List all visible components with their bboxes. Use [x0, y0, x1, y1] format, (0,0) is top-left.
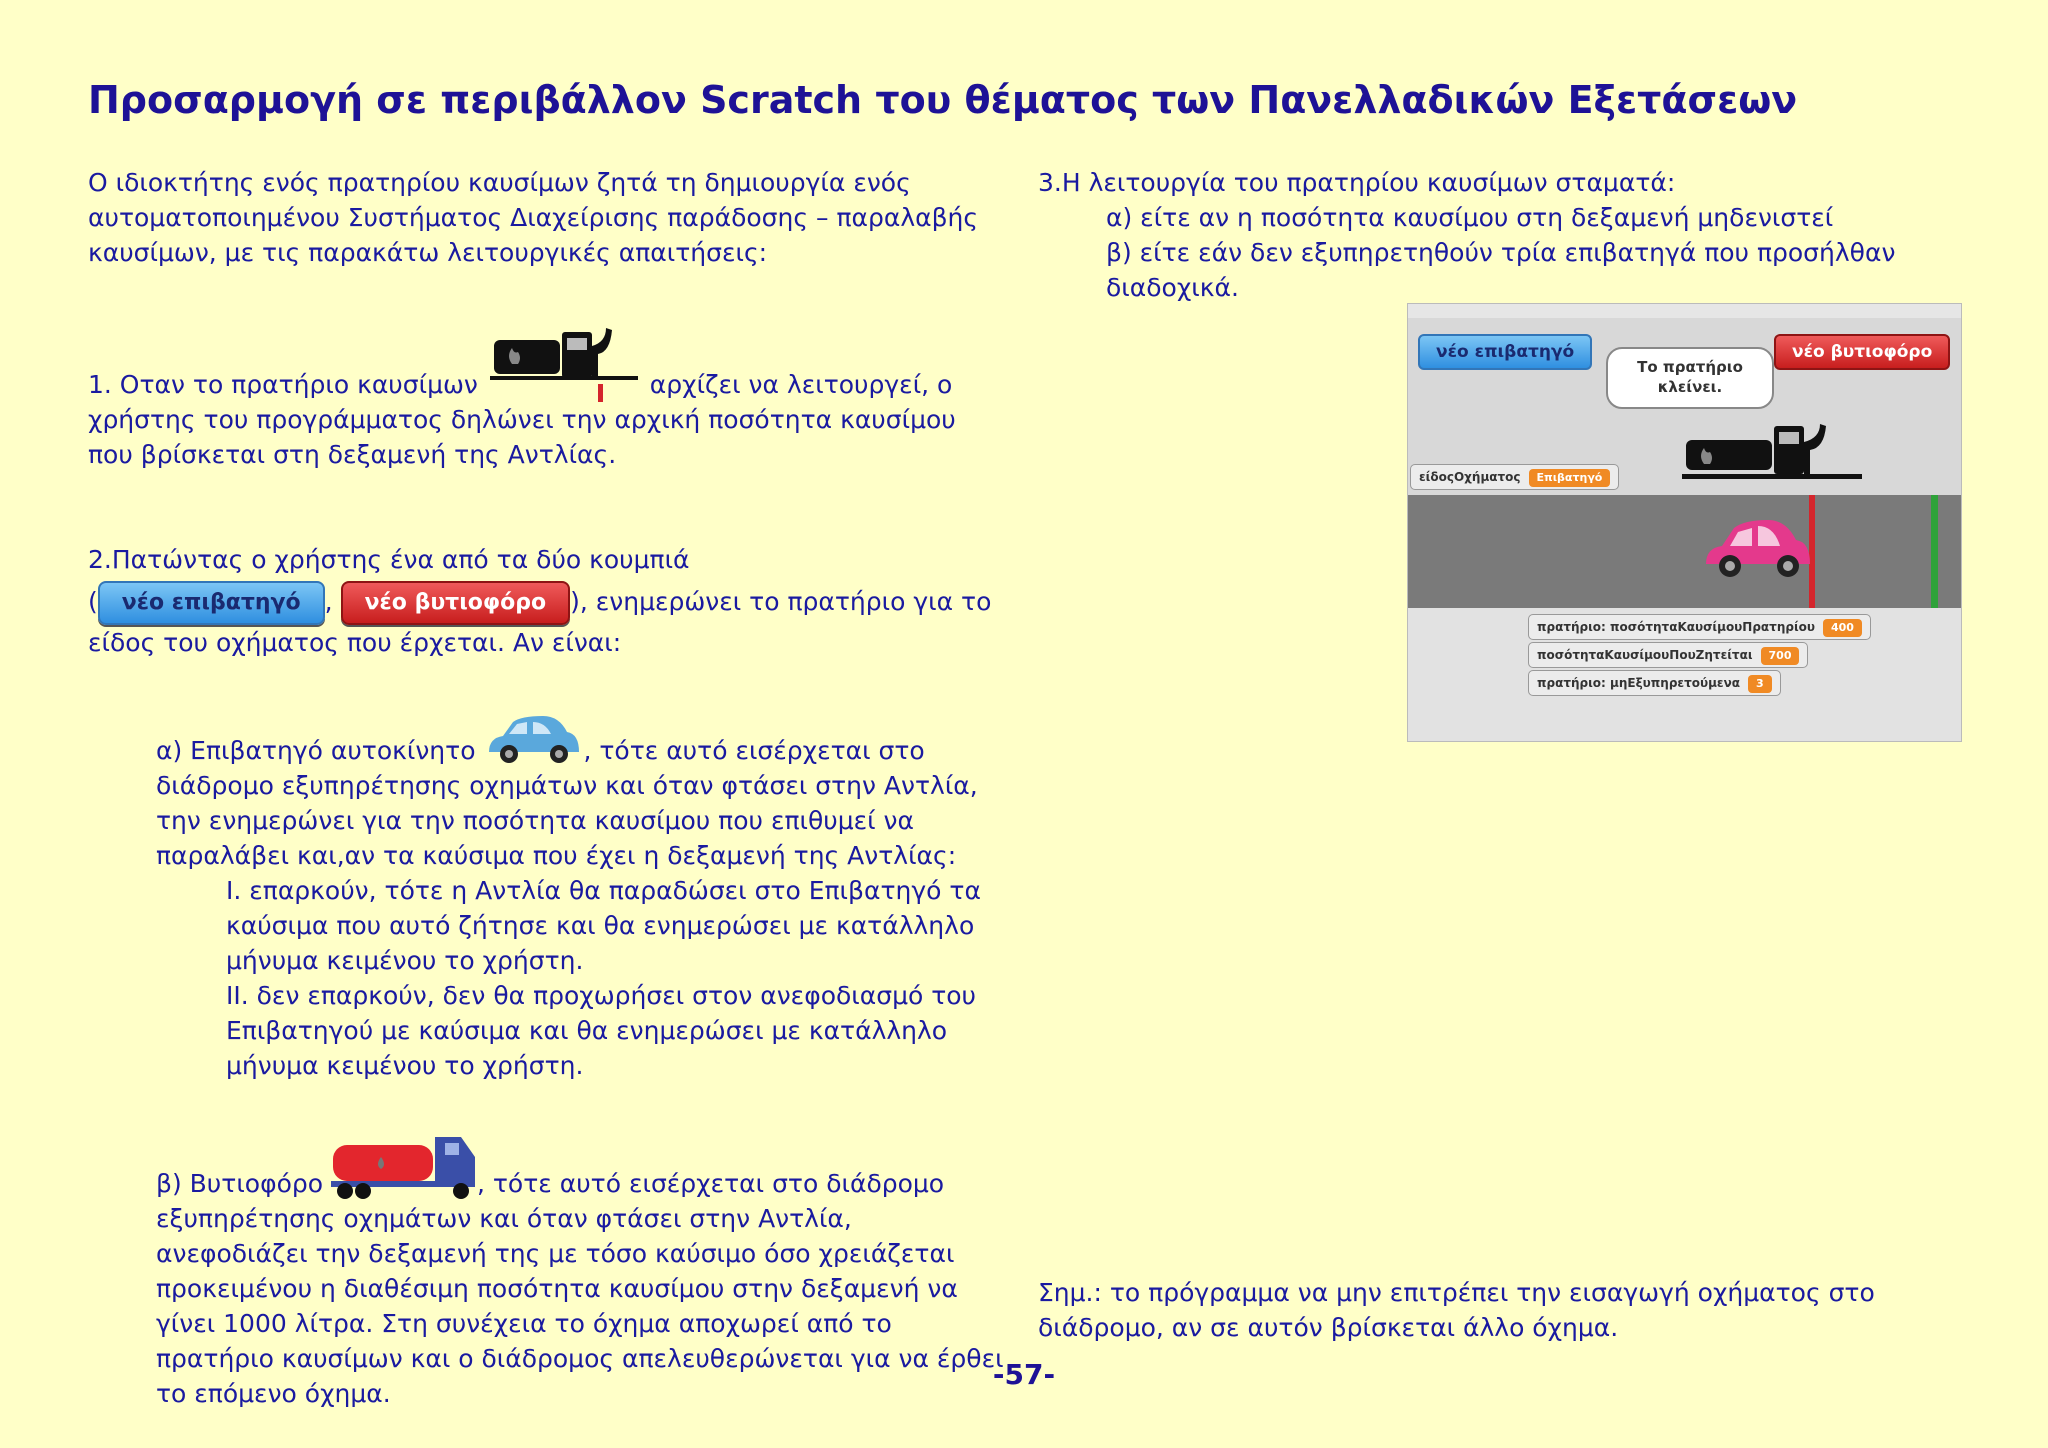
item-b-after: , τότε αυτό εισέρχεται στο διάδρομο εξυπηρέτησης οχημάτων και όταν φτάσει στην Αντλία, ανεφοδιάζει την δεξαμενή της με τόσο καύσιμο όσο χρειάζεται προκειμένου η διαθέσιμη ποσότητα καυσίμου στην δεξαμενή να γίνει 1000 λίτρα. Στη συνέχεια το όχημα αποχωρεί από το πρατήριο καυσίμων και ο διάδρομος απελευθερώνεται για να έρθει το επόμενο όχημα. — [156, 1169, 1004, 1408]
page-number: -57- — [992, 1358, 1056, 1391]
monitor-value: 400 — [1823, 619, 1862, 637]
new-car-button-image: νέο επιβατηγό — [98, 581, 325, 625]
var-monitor-vehicle-type — [1410, 464, 1619, 490]
monitor-label: ποσότηταΚαυσίμουΠουΖητείται — [1537, 648, 1753, 662]
stage-new-truck-button: νέο βυτιοφόρο — [1774, 334, 1950, 370]
exit-line-green — [1931, 495, 1938, 608]
item2-after: ), ενημερώνει το πρατήριο για το είδος του οχήματος που έρχεται. Αν είναι: — [88, 587, 992, 657]
item-a-after: , τότε αυτό εισέρχεται στο διάδρομο εξυπηρέτησης οχημάτων και όταν φτάσει στην Αντλία, την ενημερώνει για την ποσότητα καυσίμου που επιθυμεί να παραλάβει και,αν τα καύσιμα που έχει η δεξαμενή της Αντλίας: — [156, 736, 978, 870]
speech-bubble: Το πρατήριο κλείνει. — [1606, 347, 1774, 409]
stage-gas-station-icon — [1682, 422, 1862, 486]
item2-comma: , — [324, 587, 333, 616]
item-a-before: α) Επιβατηγό αυτοκίνητο — [156, 736, 476, 765]
new-truck-button-image: νέο βυτιοφόρο — [341, 581, 571, 625]
note-paragraph: Σημ.: το πρόγραμμα να μην επιτρέπει την εισαγωγή οχήματος στο διάδρομο, αν σε αυτόν βρίσκεται άλλο όχημα. — [1038, 1278, 1875, 1342]
item-a-paragraph — [88, 712, 1008, 873]
left-column — [88, 165, 1008, 1411]
monitor-label: πρατήριο: ποσότηταΚαυσίμουΠρατηρίου — [1537, 620, 1815, 634]
monitor-value: 700 — [1761, 647, 1800, 665]
gas-station-icon — [490, 322, 638, 402]
item1-after: αρχίζει να λειτουργεί, ο χρήστης του προγράμματος δηλώνει την αρχική ποσότητα καυσίμου που βρίσκεται στη δεξαμενή της Αντλίας. — [88, 370, 956, 469]
var-value: Επιβατηγό — [1529, 469, 1611, 487]
item-a-sub1: I. επαρκούν, τότε η Αντλία θα παραδώσει στο Επιβατηγό τα καύσιμα που αυτό ζήτησε και θα ενημερώσει με κατάλληλο μήνυμα κειμένου το χρήστη. — [226, 876, 981, 975]
stage-new-car-button: νέο επιβατηγό — [1418, 334, 1592, 370]
item2-line1: 2.Πατώντας ο χρήστης ένα από τα δύο κουμπιά — [88, 545, 690, 574]
monitor-station-fuel — [1528, 614, 1871, 640]
var-label: είδοςΟχήματος — [1419, 470, 1521, 484]
item1-paragraph — [88, 322, 1008, 472]
item3-line1: 3.Η λειτουργία του πρατηρίου καυσίμων σταματά: — [1038, 168, 1676, 197]
item2-open-paren: ( — [88, 587, 98, 616]
item1-before: 1. Οταν το πρατήριο καυσίμων — [88, 370, 478, 399]
monitor-value: 3 — [1748, 675, 1772, 693]
page-title: Προσαρμογή σε περιβάλλον Scratch του θέματος των Πανελλαδικών Εξετάσεων — [88, 78, 1798, 122]
stage-pink-car — [1700, 514, 1816, 588]
monitor-label: πρατήριο: μηΕξυπηρετούμενα — [1537, 676, 1741, 690]
stage-header — [1408, 304, 1961, 318]
right-column — [1038, 165, 1998, 305]
road — [1408, 495, 1961, 608]
item-b-before: β) Βυτιοφόρο — [156, 1169, 324, 1198]
monitor-unserved — [1528, 670, 1781, 696]
intro-paragraph: Ο ιδιοκτήτης ενός πρατηρίου καυσίμων ζητά τη δημιουργία ενός αυτοματοποιημένου Συστήματος Διαχείρισης παράδοσης – παραλαβής καυσίμων, με τις παρακάτω λειτουργικές απαιτήσεις: — [88, 168, 979, 267]
item3-a: α) είτε αν η ποσότητα καυσίμου στη δεξαμενή μηδενιστεί — [1106, 203, 1834, 232]
item2-paragraph — [88, 581, 1008, 660]
item3-b: β) είτε εάν δεν εξυπηρετηθούν τρία επιβατηγά που προσήλθαν διαδοχικά. — [1106, 238, 1896, 302]
car-icon — [483, 712, 583, 768]
scratch-stage-screenshot — [1407, 303, 1962, 742]
item-a-sub2: II. δεν επαρκούν, δεν θα προχωρήσει στον ανεφοδιασμό του Επιβατηγού με καύσιμα και θα ενημερώσει με κατάλληλο μήνυμα κειμένου το χρήστη. — [226, 981, 977, 1080]
monitor-requested-fuel — [1528, 642, 1808, 668]
tanker-truck-icon — [331, 1129, 477, 1201]
